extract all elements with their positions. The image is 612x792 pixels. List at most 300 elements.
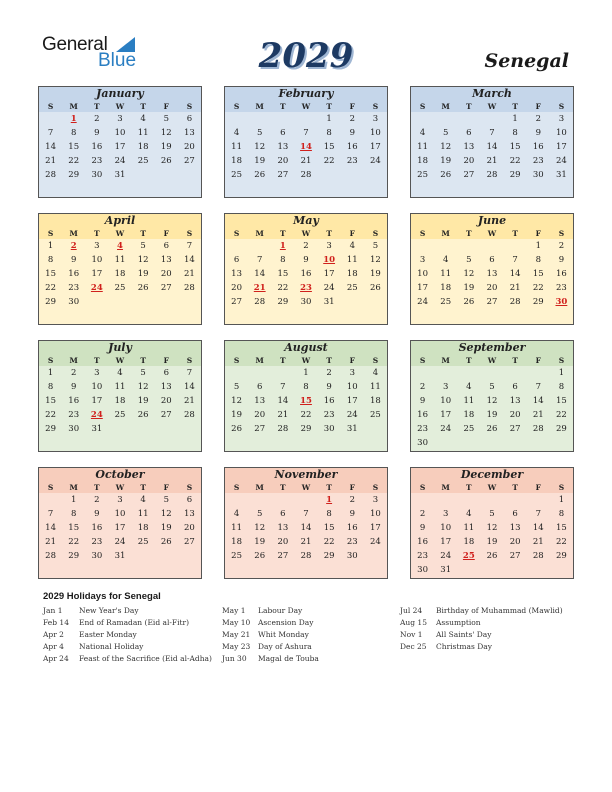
calendar-date: 17 <box>370 142 381 152</box>
calendar-date <box>480 436 503 450</box>
weekday-label: F <box>535 356 541 365</box>
calendar-date: 17 <box>323 269 335 279</box>
week-row <box>411 140 573 154</box>
weekday-header <box>411 228 573 239</box>
calendar-date: 2 <box>94 114 100 124</box>
calendar-date: 4 <box>349 241 355 251</box>
calendar-date: 7 <box>535 509 541 519</box>
calendar-date: 11 <box>440 269 452 279</box>
calendar-date: 27 <box>231 297 242 307</box>
calendar-date: 2 <box>349 495 355 505</box>
calendar-date <box>504 563 527 577</box>
calendar-date: 11 <box>137 509 149 519</box>
weekday-label: T <box>94 102 100 111</box>
calendar-date: 7 <box>303 509 309 519</box>
weekday-label: T <box>512 102 518 111</box>
calendar-date: 13 <box>277 523 289 533</box>
calendar-date <box>248 239 271 253</box>
calendar-date: 26 <box>370 283 381 293</box>
month-name: September <box>411 341 573 355</box>
week-row <box>39 521 201 535</box>
calendar-date: 22 <box>556 410 567 420</box>
calendar-date: 1 <box>558 368 565 378</box>
weekday-label: W <box>301 102 311 111</box>
calendar-date: 13 <box>184 128 195 138</box>
holiday-date: 1 <box>279 241 286 251</box>
calendar-date: 20 <box>160 269 172 279</box>
calendar-date: 24 <box>114 156 126 166</box>
holidays-title: 2029 Holidays for Senegal <box>43 591 161 602</box>
holiday-date: 25 <box>462 551 475 561</box>
calendar-date <box>504 239 527 253</box>
calendar-date: 9 <box>326 382 332 392</box>
weekday-label: T <box>512 483 518 492</box>
calendar-date: 18 <box>417 156 428 166</box>
calendar-date: 7 <box>47 509 54 519</box>
calendar-date: 25 <box>231 551 242 561</box>
calendar-date <box>550 563 573 577</box>
holiday-entry <box>43 653 212 665</box>
calendar-date: 19 <box>370 269 381 279</box>
weekday-label: S <box>47 356 54 365</box>
holiday-date: 21 <box>253 283 266 293</box>
calendar-date: 9 <box>558 255 565 265</box>
calendar-date: 19 <box>440 156 452 166</box>
calendar-date: 9 <box>349 128 355 138</box>
calendar-date: 18 <box>137 523 149 533</box>
calendar-date: 5 <box>257 509 263 519</box>
calendar-date: 13 <box>184 509 195 519</box>
calendar-date: 3 <box>94 241 100 251</box>
calendar-date: 26 <box>160 537 172 547</box>
calendar-date <box>364 168 387 182</box>
month-april <box>38 213 202 325</box>
calendar-date: 10 <box>114 509 126 519</box>
calendar-date: 8 <box>71 509 77 519</box>
calendar-date <box>480 239 503 253</box>
calendar-date: 2 <box>94 495 100 505</box>
calendar-date: 5 <box>372 241 379 251</box>
calendar-date: 28 <box>184 410 195 420</box>
weekday-label: F <box>163 102 169 111</box>
calendar-date: 31 <box>114 551 126 561</box>
calendar-date: 24 <box>440 551 452 561</box>
weekday-label: S <box>372 483 379 492</box>
calendar-date: 15 <box>323 523 335 533</box>
month-name: July <box>39 341 201 355</box>
calendar-date: 15 <box>323 142 335 152</box>
calendar-date: 25 <box>231 170 242 180</box>
month-name: March <box>411 87 573 101</box>
calendar-date: 5 <box>489 509 495 519</box>
calendar-date <box>132 422 155 436</box>
holiday-date: 24 <box>90 410 103 420</box>
weekday-label: W <box>487 102 497 111</box>
year-title: 2029 <box>258 36 354 76</box>
weekday-label: S <box>372 102 379 111</box>
calendar-date: 11 <box>114 382 126 392</box>
weekday-label: T <box>280 229 286 238</box>
calendar-date: 11 <box>463 523 475 533</box>
calendar-date: 10 <box>556 128 567 138</box>
calendar-date <box>341 168 364 182</box>
calendar-date: 7 <box>280 382 286 392</box>
week-row <box>39 535 201 549</box>
calendar-date: 29 <box>556 424 567 434</box>
holiday-entry-date: Apr 4 <box>43 642 64 651</box>
calendar-date: 10 <box>370 128 381 138</box>
weekday-label: T <box>326 356 332 365</box>
calendar-date <box>225 239 248 253</box>
calendar-date: 1 <box>71 495 77 505</box>
calendar-date <box>108 295 131 309</box>
calendar-date: 31 <box>346 424 358 434</box>
month-october <box>38 467 202 579</box>
calendar-date: 23 <box>68 410 80 420</box>
calendar-date: 29 <box>68 170 80 180</box>
calendar-date: 20 <box>486 283 498 293</box>
calendar-date: 13 <box>509 523 521 533</box>
calendar-date <box>294 112 317 126</box>
holiday-entry <box>222 641 319 653</box>
calendar-date: 8 <box>47 255 54 265</box>
calendar-date: 21 <box>486 156 498 166</box>
weekday-label: S <box>47 483 54 492</box>
calendar-date <box>271 366 294 380</box>
weekday-label: S <box>233 483 240 492</box>
calendar-date: 13 <box>509 396 521 406</box>
calendar-date: 10 <box>346 382 358 392</box>
week-row <box>225 281 387 295</box>
calendar-date: 4 <box>117 368 123 378</box>
weekday-label: F <box>163 483 169 492</box>
calendar-date: 4 <box>372 368 379 378</box>
week-row <box>411 436 573 450</box>
weekday-label: T <box>280 356 286 365</box>
calendar-date: 14 <box>184 255 195 265</box>
calendar-date: 1 <box>47 241 54 251</box>
calendar-date: 23 <box>556 283 567 293</box>
calendar-date: 22 <box>45 283 56 293</box>
weekday-label: M <box>69 356 78 365</box>
calendar-date: 5 <box>163 495 169 505</box>
weekday-label: M <box>69 102 78 111</box>
calendar-date: 25 <box>137 537 149 547</box>
week-row <box>411 239 573 253</box>
calendar-date: 13 <box>486 269 498 279</box>
calendar-date: 8 <box>71 128 77 138</box>
calendar-date <box>39 112 62 126</box>
calendar-date: 21 <box>184 269 195 279</box>
calendar-date: 30 <box>346 551 358 561</box>
holiday-entry <box>400 641 563 653</box>
calendar-date <box>411 112 434 126</box>
calendar-date <box>155 422 178 436</box>
calendar-date: 10 <box>114 128 126 138</box>
calendar-date: 4 <box>443 255 449 265</box>
calendar-date: 3 <box>117 114 123 124</box>
calendar-date: 3 <box>94 368 100 378</box>
week-row <box>225 253 387 267</box>
calendar-date: 16 <box>91 523 103 533</box>
calendar-date: 15 <box>68 142 80 152</box>
weekday-label: T <box>280 483 286 492</box>
calendar-date: 13 <box>160 255 172 265</box>
calendar-date <box>225 493 248 507</box>
holiday-date: 10 <box>323 255 336 265</box>
calendar-date: 19 <box>486 410 498 420</box>
weekday-label: T <box>94 229 100 238</box>
weekday-label: M <box>69 483 78 492</box>
calendar-date: 23 <box>532 156 544 166</box>
calendar-date: 14 <box>300 523 312 533</box>
calendar-date: 15 <box>556 523 567 533</box>
calendar-date: 14 <box>532 523 544 533</box>
holiday-date: 1 <box>70 114 77 124</box>
weekday-label: W <box>301 483 311 492</box>
weekday-label: F <box>349 102 355 111</box>
weekday-label: F <box>163 229 169 238</box>
calendar-date: 11 <box>370 382 381 392</box>
calendar-date <box>248 366 271 380</box>
calendar-date: 21 <box>45 537 56 547</box>
calendar-date: 8 <box>326 509 332 519</box>
calendar-date: 8 <box>280 255 286 265</box>
calendar-date: 21 <box>532 410 544 420</box>
weekday-label: W <box>115 229 125 238</box>
week-row <box>225 154 387 168</box>
calendar-date <box>294 493 317 507</box>
month-july <box>38 340 202 452</box>
calendar-date <box>434 239 457 253</box>
holiday-entry-name: Birthday of Muhammad (Mawlid) <box>436 606 563 615</box>
calendar-date: 4 <box>233 509 240 519</box>
calendar-date: 22 <box>556 537 567 547</box>
holiday-entry-name: New Year's Day <box>79 606 139 615</box>
calendar-date: 23 <box>323 410 335 420</box>
calendar-date: 20 <box>277 156 289 166</box>
calendar-date: 9 <box>349 509 355 519</box>
weekday-label: T <box>466 356 472 365</box>
calendar-date: 16 <box>91 142 103 152</box>
month-name: February <box>225 87 387 101</box>
month-name: December <box>411 468 573 482</box>
holiday-entry <box>43 641 212 653</box>
week-row <box>39 168 201 182</box>
week-row <box>225 422 387 436</box>
calendar-date: 4 <box>233 128 240 138</box>
calendar-date: 14 <box>509 269 521 279</box>
calendar-date: 20 <box>463 156 475 166</box>
weekday-header <box>225 101 387 112</box>
week-row <box>411 535 573 549</box>
calendar-date: 8 <box>47 382 54 392</box>
holiday-date: 23 <box>300 283 312 293</box>
calendar-date: 11 <box>137 128 149 138</box>
weekday-header <box>39 355 201 366</box>
calendar-date: 27 <box>509 424 521 434</box>
calendar-date: 13 <box>277 142 289 152</box>
calendar-date <box>85 295 108 309</box>
weekday-label: F <box>349 483 355 492</box>
calendar-date <box>341 295 364 309</box>
calendar-date: 1 <box>47 368 54 378</box>
calendar-date: 5 <box>163 114 169 124</box>
calendar-date: 21 <box>532 537 544 547</box>
holiday-date: 1 <box>326 495 333 505</box>
week-row <box>411 422 573 436</box>
weekday-header <box>411 101 573 112</box>
calendar-date: 6 <box>512 382 518 392</box>
calendar-date <box>434 493 457 507</box>
weekday-label: S <box>558 229 565 238</box>
week-row <box>411 112 573 126</box>
calendar-date: 16 <box>532 142 544 152</box>
calendar-date: 21 <box>277 410 289 420</box>
calendar-date: 16 <box>68 269 80 279</box>
calendar-date: 7 <box>186 241 193 251</box>
week-row <box>39 549 201 563</box>
holiday-entry <box>222 653 319 665</box>
calendar-date: 21 <box>509 283 521 293</box>
calendar-date: 24 <box>556 156 567 166</box>
weekday-header <box>225 228 387 239</box>
calendar-date <box>364 549 387 563</box>
calendar-date: 12 <box>463 269 475 279</box>
calendar-date: 16 <box>417 537 428 547</box>
weekday-label: S <box>186 483 193 492</box>
weekday-label: T <box>140 483 146 492</box>
week-row <box>411 366 573 380</box>
holiday-entry-date: May 21 <box>222 630 251 639</box>
calendar-date: 5 <box>489 382 495 392</box>
calendar-date: 16 <box>68 396 80 406</box>
weekday-header <box>225 482 387 493</box>
week-row <box>225 394 387 408</box>
calendar-date: 9 <box>419 396 426 406</box>
calendar-date: 26 <box>486 424 498 434</box>
calendar-date: 18 <box>231 537 242 547</box>
calendar-date: 14 <box>254 269 266 279</box>
holiday-entry-date: Dec 25 <box>400 642 427 651</box>
calendar-date <box>411 493 434 507</box>
calendar-date <box>457 366 480 380</box>
calendar-date: 17 <box>417 283 428 293</box>
calendar-date: 12 <box>231 396 242 406</box>
calendar-date: 9 <box>71 382 77 392</box>
week-row <box>411 549 573 563</box>
calendar-date: 11 <box>346 255 358 265</box>
calendar-date: 29 <box>300 424 312 434</box>
country-title: Senegal <box>484 50 569 72</box>
calendar-date: 3 <box>558 114 565 124</box>
calendar-date: 19 <box>160 142 172 152</box>
weekday-label: S <box>419 229 426 238</box>
weekday-label: F <box>535 102 541 111</box>
calendar-date: 1 <box>326 114 332 124</box>
holiday-date: 30 <box>555 297 568 307</box>
calendar-date: 27 <box>254 424 266 434</box>
calendar-date: 14 <box>184 382 195 392</box>
calendar-date: 20 <box>254 410 266 420</box>
calendar-date: 24 <box>370 537 381 547</box>
calendar-date: 23 <box>346 537 358 547</box>
month-name: November <box>225 468 387 482</box>
calendar-date: 30 <box>417 565 428 575</box>
calendar-date: 17 <box>346 396 358 406</box>
calendar-date <box>155 168 178 182</box>
calendar-date <box>248 493 271 507</box>
weekday-label: T <box>94 356 100 365</box>
week-row <box>39 140 201 154</box>
weekday-label: S <box>419 483 426 492</box>
calendar-date: 23 <box>68 283 80 293</box>
calendar-date: 10 <box>91 255 103 265</box>
weekday-label: W <box>301 229 311 238</box>
calendar-date: 21 <box>300 537 312 547</box>
calendar-date: 10 <box>91 382 103 392</box>
week-row <box>411 563 573 577</box>
calendar-date: 6 <box>466 128 472 138</box>
holiday-entry-date: May 1 <box>222 606 246 615</box>
calendar-date: 12 <box>254 142 266 152</box>
weekday-label: T <box>512 229 518 238</box>
calendar-date: 28 <box>300 551 312 561</box>
holiday-entry-name: Labour Day <box>258 606 303 615</box>
calendar-date: 18 <box>114 269 126 279</box>
week-row <box>411 295 573 309</box>
calendar-date: 7 <box>47 128 54 138</box>
calendar-date: 31 <box>440 565 452 575</box>
calendar-date: 8 <box>326 128 332 138</box>
calendar-date: 26 <box>137 410 149 420</box>
calendar-date: 8 <box>512 128 518 138</box>
calendar-date: 2 <box>419 509 426 519</box>
calendar-date <box>411 239 434 253</box>
holiday-column <box>222 605 319 665</box>
weekday-label: W <box>487 483 497 492</box>
weekday-header <box>411 355 573 366</box>
calendar-date <box>480 493 503 507</box>
calendar-date: 7 <box>512 255 518 265</box>
week-row <box>411 154 573 168</box>
calendar-date <box>364 422 387 436</box>
calendar-date <box>504 366 527 380</box>
weekday-header <box>39 101 201 112</box>
weekday-label: T <box>94 483 100 492</box>
calendar-date: 15 <box>509 142 521 152</box>
calendar-date: 29 <box>277 297 289 307</box>
calendar-date: 30 <box>532 170 544 180</box>
weekday-label: S <box>233 356 240 365</box>
weekday-label: T <box>326 229 332 238</box>
calendar-date <box>480 366 503 380</box>
calendar-date: 18 <box>346 269 358 279</box>
weekday-label: T <box>512 356 518 365</box>
calendar-date: 23 <box>417 551 428 561</box>
calendar-date: 5 <box>140 368 146 378</box>
holiday-entry <box>43 617 212 629</box>
month-august <box>224 340 388 452</box>
calendar-date <box>178 549 201 563</box>
calendar-date: 3 <box>372 495 379 505</box>
calendar-date <box>504 436 527 450</box>
calendar-date: 29 <box>45 424 56 434</box>
weekday-label: S <box>47 102 54 111</box>
weekday-label: S <box>558 356 565 365</box>
holiday-entry <box>400 605 563 617</box>
calendar-date: 14 <box>45 523 56 533</box>
